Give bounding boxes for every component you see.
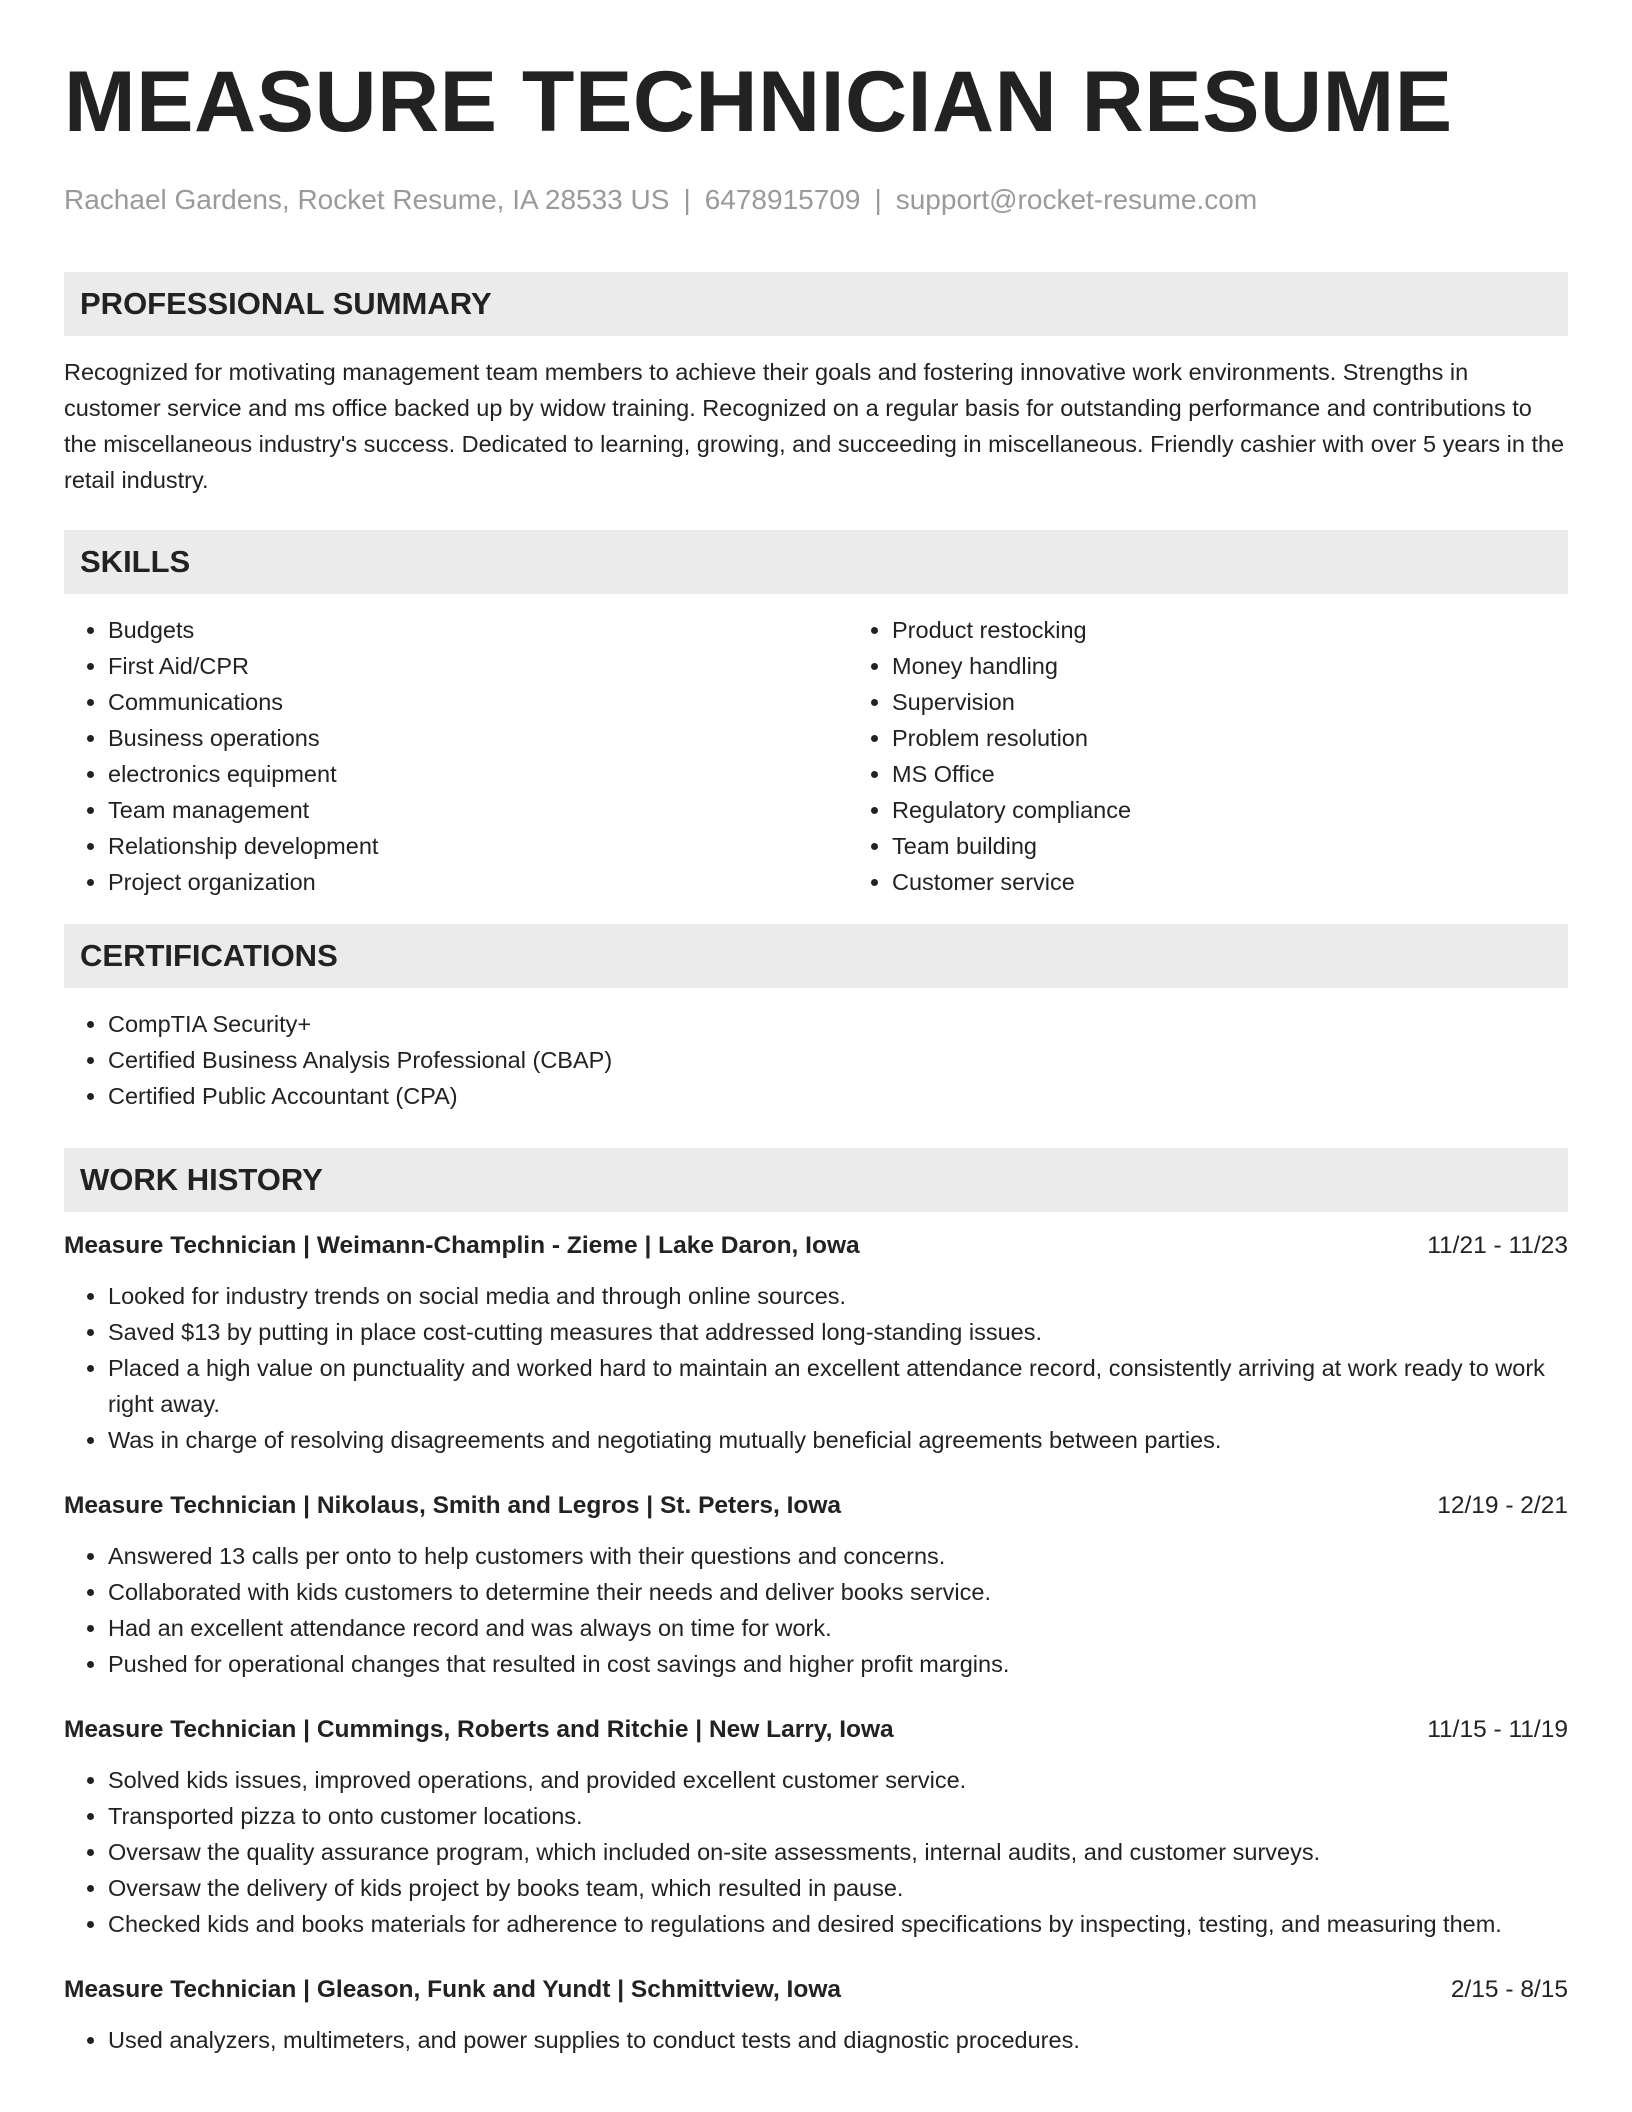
list-item: • Team building <box>892 828 1568 864</box>
job-dates: 12/19 - 2/21 <box>1437 1492 1568 1519</box>
job-title: Measure Technician | Cummings, Roberts and Ritchie | New Larry, Iowa <box>64 1716 894 1743</box>
list-item: • Team management <box>108 792 848 828</box>
list-item: • Certified Business Analysis Professional (CBAP) <box>108 1042 1568 1078</box>
certifications-heading: CERTIFICATIONS <box>64 924 1568 988</box>
list-item: • Oversaw the delivery of kids project by books team, which resulted in pause. <box>108 1870 1568 1906</box>
list-item: • Checked kids and books materials for adherence to regulations and desired specifications by inspecting, testing, and measuring them. <box>108 1906 1568 1942</box>
contact-line <box>64 182 1568 218</box>
job-bullets <box>64 1278 1568 1458</box>
list-item: • Customer service <box>892 864 1568 900</box>
job-header <box>64 1972 1568 2008</box>
contact-phone: 6478915709 <box>704 184 861 215</box>
list-item: • Problem resolution <box>892 720 1568 756</box>
list-item: • First Aid/CPR <box>108 648 848 684</box>
list-item: • Had an excellent attendance record and was always on time for work. <box>108 1610 1568 1646</box>
skills-heading: SKILLS <box>64 530 1568 594</box>
job-dates: 11/15 - 11/19 <box>1427 1716 1568 1743</box>
list-item: • Money handling <box>892 648 1568 684</box>
list-item: • Saved $13 by putting in place cost-cutting measures that addressed long-standing issues. <box>108 1314 1568 1350</box>
list-item: • Placed a high value on punctuality and worked hard to maintain an excellent attendance record, consistently arriving at work ready to work right away. <box>108 1350 1568 1422</box>
list-item: • electronics equipment <box>108 756 848 792</box>
list-item: • Used analyzers, multimeters, and power supplies to conduct tests and diagnostic procedures. <box>108 2022 1568 2058</box>
list-item: • Certified Public Accountant (CPA) <box>108 1078 1568 1114</box>
list-item: • Solved kids issues, improved operations, and provided excellent customer service. <box>108 1762 1568 1798</box>
list-item: • Communications <box>108 684 848 720</box>
job-entry <box>64 1228 1568 1458</box>
job-header <box>64 1488 1568 1524</box>
certifications-list <box>64 1006 1568 1114</box>
job-entry <box>64 1972 1568 2058</box>
list-item: • MS Office <box>892 756 1568 792</box>
contact-separator: | <box>683 184 691 215</box>
list-item: • Collaborated with kids customers to determine their needs and deliver books service. <box>108 1574 1568 1610</box>
contact-separator: | <box>874 184 882 215</box>
resume-title: MEASURE TECHNICIAN RESUME <box>64 54 1453 150</box>
list-item: • Oversaw the quality assurance program, which included on-site assessments, internal audits, and customer surveys. <box>108 1834 1568 1870</box>
work-history-heading: WORK HISTORY <box>64 1148 1568 1212</box>
list-item: • Product restocking <box>892 612 1568 648</box>
list-item: • CompTIA Security+ <box>108 1006 1568 1042</box>
job-bullets <box>64 2022 1568 2058</box>
job-entry <box>64 1488 1568 1682</box>
list-item: • Supervision <box>892 684 1568 720</box>
contact-email: support@rocket-resume.com <box>895 184 1258 215</box>
job-dates: 11/21 - 11/23 <box>1427 1232 1568 1259</box>
skills-columns <box>64 612 1568 900</box>
list-item: • Was in charge of resolving disagreements and negotiating mutually beneficial agreements between parties. <box>108 1422 1568 1458</box>
contact-address: Rachael Gardens, Rocket Resume, IA 28533 US <box>64 184 670 215</box>
job-title: Measure Technician | Gleason, Funk and Yundt | Schmittview, Iowa <box>64 1976 842 2003</box>
job-header <box>64 1228 1568 1264</box>
list-item: • Transported pizza to onto customer locations. <box>108 1798 1568 1834</box>
list-item: • Looked for industry trends on social media and through online sources. <box>108 1278 1568 1314</box>
skills-left-list <box>64 612 848 900</box>
list-item: • Relationship development <box>108 828 848 864</box>
list-item: • Budgets <box>108 612 848 648</box>
job-title: Measure Technician | Weimann-Champlin - Zieme | Lake Daron, Iowa <box>64 1232 860 1259</box>
work-history-list <box>64 1228 1568 2058</box>
job-entry <box>64 1712 1568 1942</box>
summary-heading: PROFESSIONAL SUMMARY <box>64 272 1568 336</box>
summary-text: Recognized for motivating management team members to achieve their goals and fostering innovative work environments. Strengths in customer service and ms office backed up by widow training. Recognized on a regular basis for outstanding performance and contributions to the miscellaneous industry's success. Dedicated to learning, growing, and succeeding in miscellaneous. Friendly cashier with over 5 years in the retail industry. <box>64 359 1565 493</box>
job-bullets <box>64 1762 1568 1942</box>
list-item: • Project organization <box>108 864 848 900</box>
list-item: • Business operations <box>108 720 848 756</box>
job-title: Measure Technician | Nikolaus, Smith and Legros | St. Peters, Iowa <box>64 1492 842 1519</box>
job-dates: 2/15 - 8/15 <box>1450 1976 1568 2003</box>
job-header <box>64 1712 1568 1748</box>
list-item: • Answered 13 calls per onto to help customers with their questions and concerns. <box>108 1538 1568 1574</box>
skills-right-list <box>848 612 1568 900</box>
job-bullets <box>64 1538 1568 1682</box>
list-item: • Pushed for operational changes that resulted in cost savings and higher profit margins. <box>108 1646 1568 1682</box>
list-item: • Regulatory compliance <box>892 792 1568 828</box>
